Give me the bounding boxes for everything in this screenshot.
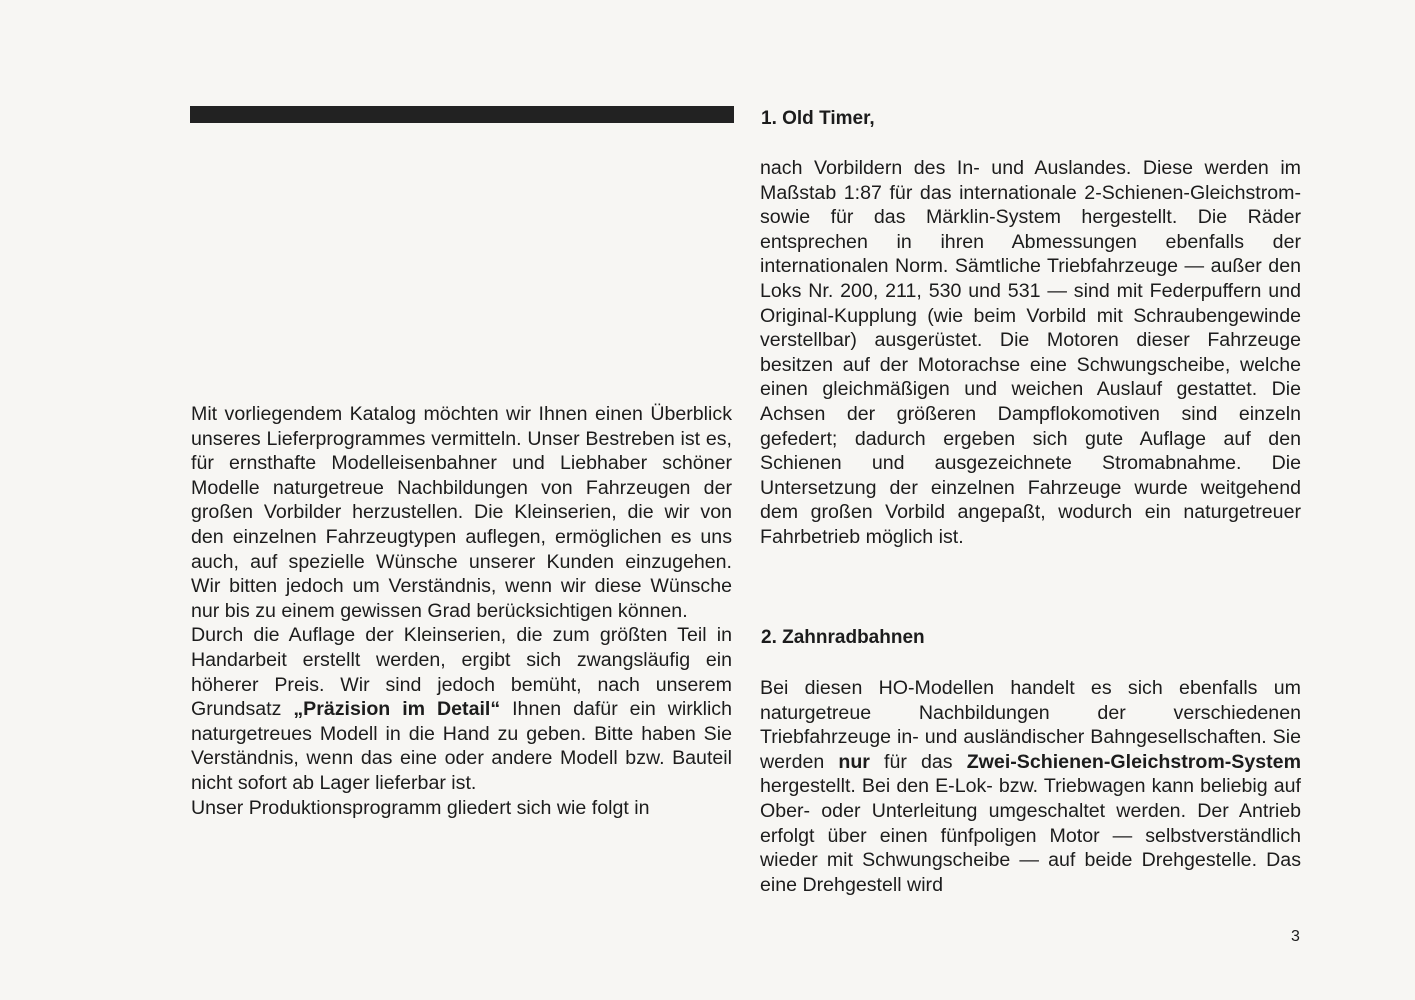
intro-column: [191, 402, 732, 820]
section-2-text-c: hergestellt. Bei den E-Lok- bzw. Triebwagen kann beliebig auf Ober- oder Unterleitung umgeschaltet werden. Der Antrieb erfolgt über einen fünfpoligen Motor — selbstverständlich wieder mit Schwungscheibe — auf beide Drehgestelle. Das eine Drehgestell wird: [760, 775, 1301, 896]
intro-paragraph-3: Unser Produktionsprogramm gliedert sich wie folgt in: [191, 796, 650, 819]
intro-paragraph-2: [191, 623, 732, 795]
section-1-body: [760, 156, 1301, 550]
intro-paragraph-2-text-b: Ihnen dafür ein wirklich naturgetreues Modell in die Hand zu geben. Bitte haben Sie Verständnis, wenn das eine oder andere Modell bzw. Bauteil nicht sofort ab Lager lieferbar ist.: [191, 698, 732, 794]
section-1-paragraph: nach Vorbildern des In- und Auslandes. Diese werden im Maßstab 1:87 für das internationale 2-Schienen-Gleichstrom- sowie für das Märklin-System hergestellt. Die Räder entsprechen in ihren Abmessungen ebenfalls der internationalen Norm. Sämtliche Triebfahrzeuge — außer den Loks Nr. 200, 211, 530 und 531 — sind mit Federpuffern und Original-Kupplung (wie beim Vorbild mit Schraubengewinde verstellbar) ausgerüstet. Die Motoren dieser Fahrzeuge besitzen auf der Motorachse eine Schwungscheibe, welche einen gleichmäßigen und weichen Auslauf gestattet. Die Achsen der größeren Dampflokomotiven sind einzeln gefedert; dadurch ergeben sich gute Auflage auf den Schienen und ausgezeichnete Stromabnahme. Die Untersetzung der einzelnen Fahrzeuge wurde weitgehend dem großen Vorbild angepaßt, wodurch ein naturgetreuer Fahrbetrieb möglich ist.: [760, 157, 1301, 548]
section-2-text-b: für das: [869, 750, 967, 773]
section-1-heading: 1. Old Timer,: [761, 108, 875, 129]
section-2-bold-only: nur: [838, 750, 870, 773]
intro-paragraph-1: Mit vorliegendem Katalog möchten wir Ihnen einen Überblick unseres Lieferprogrammes vermitteln. Unser Bestreben ist es, für ernsthafte Modelleisenbahner und Liebhaber schöner Modelle naturgetreue Nachbildungen von Fahrzeugen der großen Vorbilder herzustellen. Die Kleinserien, die wir von den einzelnen Fahrzeugtypen auflegen, ermöglichen es uns auch, auf spezielle Wünsche unserer Kunden einzugehen. Wir bitten jedoch um Verständnis, wenn wir diese Wünsche nur bis zu einem gewissen Grad berücksichtigen können.: [191, 403, 732, 622]
section-2-paragraph: [760, 676, 1301, 897]
section-2-text-a: Bei diesen HO-Modellen handelt es sich ebenfalls um naturgetreue Nachbildungen der verschiedenen Triebfahrzeuge in- und ausländischer Bahngesellschaften. Sie werden: [760, 677, 1301, 773]
intro-paragraph-2-text-a: Durch die Auflage der Kleinserien, die zum größten Teil in Handarbeit erstellt werden, ergibt sich zwangsläufig ein höherer Preis. Wir sind jedoch bemüht, nach unserem Grundsatz: [191, 624, 732, 721]
section-2-heading: 2. Zahnradbahnen: [761, 627, 925, 648]
motto-bold: „Präzision im Detail“: [293, 698, 501, 721]
page-number: 3: [1291, 928, 1300, 945]
section-2-body: [760, 676, 1301, 897]
section-2-bold-system: Zwei-Schienen-Gleichstrom-System: [966, 750, 1301, 773]
decorative-heading-bar: [190, 106, 734, 123]
